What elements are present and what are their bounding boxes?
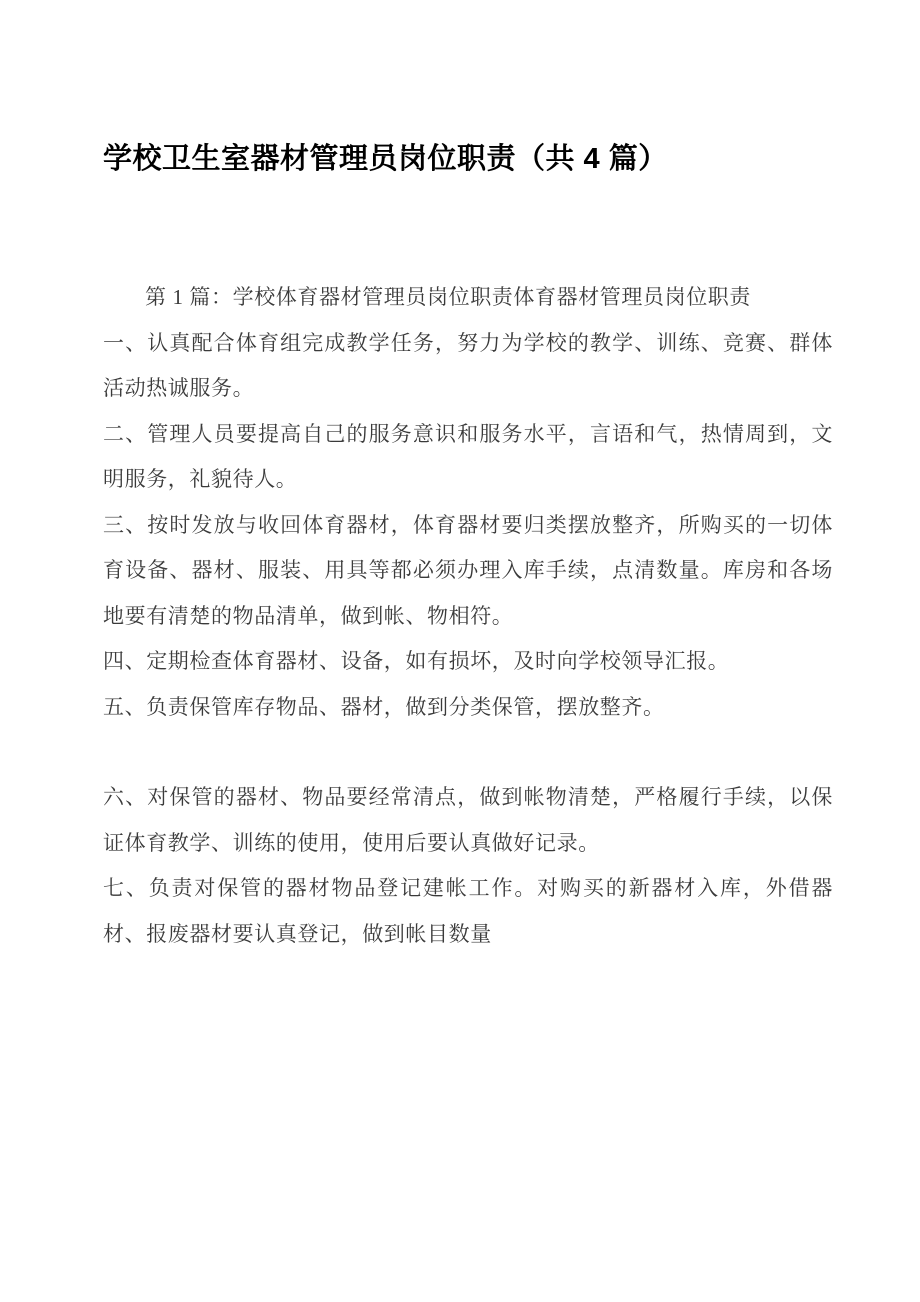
paragraph: 一、认真配合体育组完成教学任务，努力为学校的教学、训练、竞赛、群体活动热诚服务。: [103, 330, 833, 400]
paragraph: 六、对保管的器材、物品要经常清点，做到帐物清楚，严格履行手续，以保证体育教学、训练的使用，使用后要认真做好记录。: [103, 785, 833, 855]
page-title: 学校卫生室器材管理员岗位职责（共 4 篇）: [103, 143, 668, 175]
paragraph: 三、按时发放与收回体育器材，体育器材要归类摆放整齐，所购买的一切体育设备、器材、服装、用具等都必须办理入库手续，点清数量。库房和各场地要有清楚的物品清单，做到帐、物相符。: [103, 512, 833, 628]
paragraph-spacer: [103, 730, 833, 775]
paragraph: 第 1 篇：学校体育器材管理员岗位职责体育器材管理员岗位职责: [145, 285, 751, 309]
paragraph: 二、管理人员要提高自己的服务意识和服务水平，言语和气，热情周到，文明服务，礼貌待人。: [103, 421, 833, 491]
paragraph: 五、负责保管库存物品、器材，做到分类保管，摆放整齐。: [103, 694, 665, 719]
paragraph: 七、负责对保管的器材物品登记建帐工作。对购买的新器材入库，外借器材、报废器材要认真登记，做到帐目数量: [103, 876, 833, 946]
document-body: [103, 275, 833, 957]
paragraph: 四、定期检查体育器材、设备，如有损坏，及时向学校领导汇报。: [103, 649, 730, 673]
